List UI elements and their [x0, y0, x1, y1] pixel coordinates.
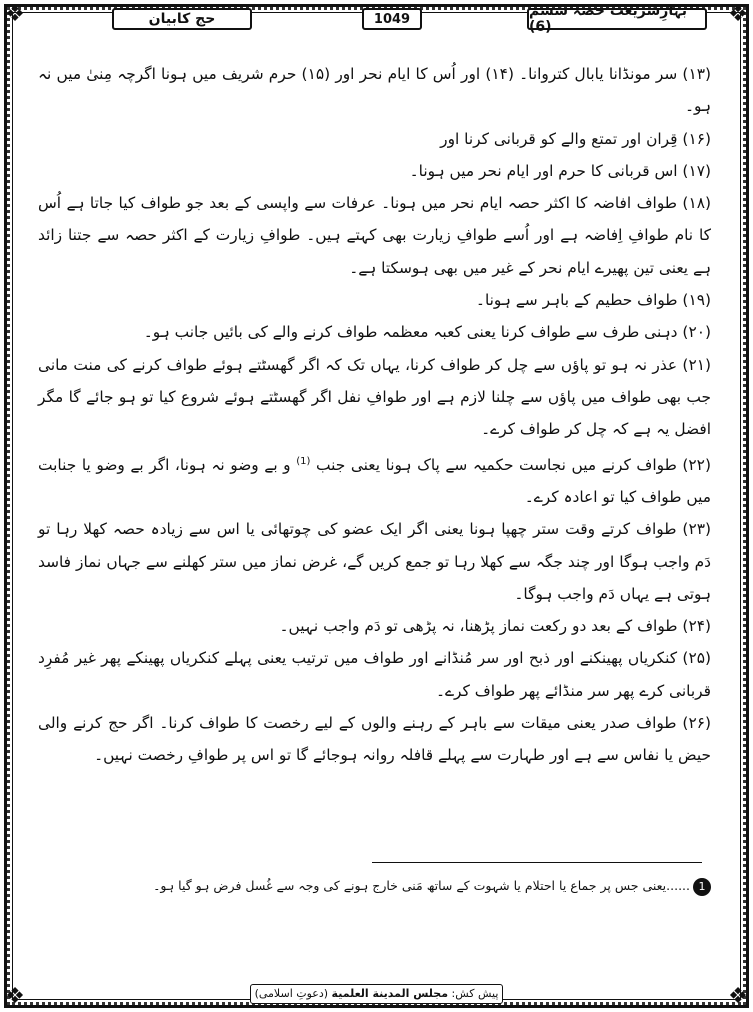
- paragraph: (۱۷) اس قربانی کا حرم اور ایام نحر میں ہونا۔: [409, 161, 711, 180]
- footnote-reference[interactable]: (1): [296, 455, 311, 467]
- corner-ornament-icon: ❖: [5, 984, 25, 1009]
- paragraph: (۲۳) طواف کرتے وقت ستر چھپا ہونا یعنی اگر ایک عضو کی چوتھائی یا اس سے زیادہ حصہ کھلا رہا تو دَم واجب ہوگا اور چند جگہ سے کھلا رہا تو جمع کریں گے، غرض نماز میں ستر کھلنے سے جہاں نماز فاسد ہوتی ہے یہاں دَم واجب ہوگا۔: [38, 520, 711, 603]
- publisher-footer: [250, 984, 503, 1004]
- publisher-name: مجلس المدينة العلمية: [331, 987, 449, 1000]
- corner-ornament-icon: ❖: [728, 2, 748, 27]
- paragraph: (۲۵) کنکریاں پھینکنے اور ذبح اور سر مُنڈانے اور طواف میں ترتیب یعنی پہلے کنکریاں پھینکے پھر غیر مُفرِد قربانی کرے پھر سر منڈائے پھر طواف کرے۔: [38, 649, 711, 700]
- paragraph: (۲۶) طواف صدر یعنی میقات سے باہر کے رہنے والوں کے لیے رخصت کا طواف کرنا۔ اگر حج کرنے والی حیض یا نفاس سے ہے اور طہارت سے پہلے قافلہ روانہ ہوجائے گا تو اس پر طوافِ رخصت نہیں۔: [38, 714, 711, 765]
- chapter-title: حج کابیان: [112, 8, 252, 30]
- paragraph: (۱۳) سر مونڈانا یابال کتروانا۔ (۱۴) اور اُس کا ایام نحر اور (۱۵) حرم شریف میں ہونا اگرچہ مِنیٰ میں نہ ہو۔: [38, 65, 712, 116]
- publisher-suffix: (دعوتِ اسلامی): [254, 987, 329, 1000]
- page-number: 1049: [362, 8, 422, 30]
- publisher-label: پیش کش:: [451, 987, 499, 1000]
- page-header: [22, 3, 731, 35]
- footnote-text: ......یعنی جس پر جماع یا احتلام یا شہوت کے ساتھ مَنی خارج ہونے کی وجہ سے غُسل فرض ہو گیا ہو۔: [153, 878, 690, 893]
- book-title: بہارِشریعت حصہ ششم (6): [527, 8, 707, 30]
- paragraph: (۱۹) طواف حطیم کے باہر سے ہونا۔: [475, 291, 711, 310]
- body-text: [38, 58, 711, 772]
- paragraph: (۱۸) طواف افاضہ کا اکثر حصہ ایام نحر میں ہونا۔ عرفات سے واپسی کے بعد جو طواف کیا جاتا ہے اُس کا نام طوافِ اِفاضہ ہے اور اُسے طوافِ زیارت بھی کہتے ہیں۔ طوافِ زیارت کے اکثر حصہ سے جتنا زائد ہے یعنی تین پھیرے ایام نحر کے غیر میں بھی ہوسکتا ہے۔: [38, 194, 711, 277]
- footnote-divider: [372, 862, 702, 863]
- paragraph-with-footnote: [38, 446, 711, 514]
- paragraph-part: و بے وضو نہ ہونا، اگر بے وضو یا جنابت میں طواف کیا تو اعادہ کرے۔: [38, 455, 711, 506]
- footnote: [38, 872, 711, 900]
- paragraph: (۲۱) عذر نہ ہو تو پاؤں سے چل کر طواف کرنا، یہاں تک کہ اگر گھسٹتے ہوئے طواف کرنے کی منت مانی جب بھی طواف میں پاؤں سے چلنا لازم ہے اور طوافِ نفل اگر گھسٹتے ہوئے شروع کیا تو ہو جائے گا مگر افضل یہ ہے کہ چل کر طواف کرے۔: [38, 355, 711, 439]
- paragraph: (۲۰) دہنی طرف سے طواف کرنا یعنی کعبہ معظمہ طواف کرنے والے کی بائیں جانب ہو۔: [143, 323, 711, 342]
- paragraph-part: (۲۲) طواف کرنے میں نجاست حکمیہ سے پاک ہونا یعنی جنب: [315, 455, 711, 474]
- paragraph: (۲۴) طواف کے بعد دو رکعت نماز پڑھنا، نہ پڑھی تو دَم واجب نہیں۔: [279, 617, 711, 636]
- paragraph: (۱۶) قِران اور تمتع والے کو قربانی کرنا اور: [440, 129, 711, 148]
- corner-ornament-icon: ❖: [5, 2, 25, 27]
- footnote-marker: 1: [693, 878, 711, 896]
- corner-ornament-icon: ❖: [728, 984, 748, 1009]
